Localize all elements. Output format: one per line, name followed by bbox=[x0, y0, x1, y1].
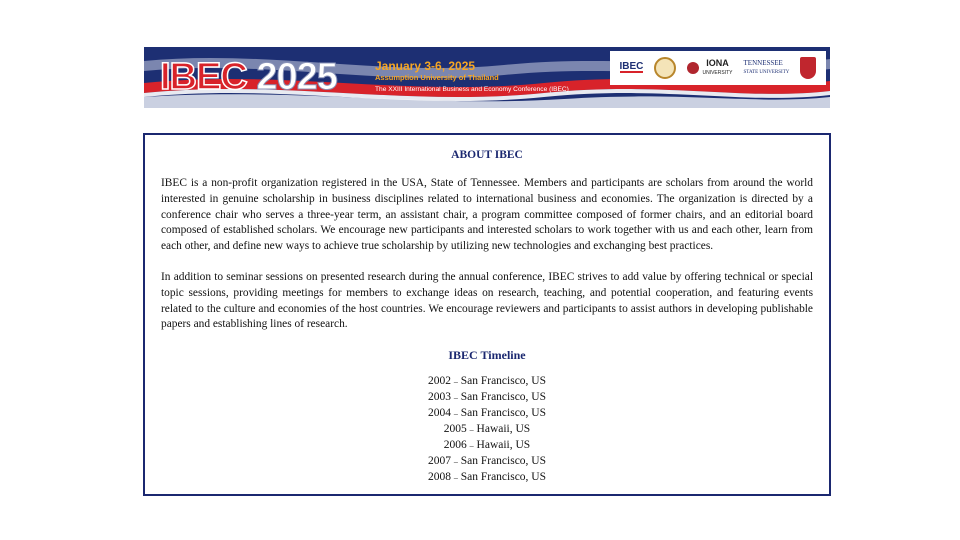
timeline-year: 2003 bbox=[427, 391, 451, 404]
ibec-logo: IBEC bbox=[619, 61, 644, 72]
timeline-year: 2005 bbox=[443, 422, 467, 435]
banner-venue: Assumption University of Thailand bbox=[375, 73, 499, 82]
timeline-separator: – bbox=[469, 440, 474, 450]
about-paragraph-1: IBEC is a non-profit organization registered in the USA, State of Tennessee. Members and participants are scholars from around the world interested in genuine scholarship in business disciplines related to international business and economies. The organization is directed by a conference chair who serves a three-year term, an assistant chair, a program committee composed of former chairs, and an editorial board composed of established scholars. We encourage new participants and interested scholars to work together with us and each other, learn from each other, and define new ways to achieve true scholarship by utilizing new technologies and exchanging best practices. bbox=[161, 177, 813, 253]
conference-banner bbox=[144, 47, 830, 108]
iona-logo-subtext: UNIVERSITY bbox=[702, 70, 733, 76]
timeline-separator: – bbox=[453, 456, 458, 466]
partner-logos bbox=[610, 51, 826, 85]
tennessee-logo-text: TENNESSEE bbox=[743, 59, 783, 67]
iona-mark-icon bbox=[687, 62, 699, 74]
iona-university-logo bbox=[687, 59, 732, 77]
banner-title-ibec: IBEC bbox=[160, 56, 247, 98]
timeline-separator: – bbox=[469, 424, 474, 434]
timeline-heading: IBEC Timeline bbox=[448, 348, 526, 363]
banner-conference-name: The XXIII International Business and Economy Conference (IBEC) bbox=[375, 86, 569, 93]
timeline-entry bbox=[161, 390, 813, 406]
timeline-separator: – bbox=[453, 408, 458, 418]
tennessee-logo-subtext: STATE UNIVERSITY bbox=[743, 70, 790, 75]
about-heading: ABOUT IBEC bbox=[451, 149, 523, 161]
banner-date: January 3-6, 2025 bbox=[375, 59, 476, 73]
timeline-year: 2007 bbox=[427, 454, 451, 467]
banner-title bbox=[160, 55, 337, 99]
timeline-entry bbox=[161, 422, 813, 438]
about-paragraph-2: In addition to seminar sessions on presented research during the annual conference, IBEC strives to add value by offering technical or special topic sessions, providing meetings for members to exchange ideas on research, teaching, and potential cooperation, and featuring events related to the culture and economies of the host countries. We encourage reviewers and participants to assist authors in developing publishable papers and establishing lines of research. bbox=[161, 270, 813, 331]
timeline-entry bbox=[161, 454, 813, 470]
banner-title-year: 2025 bbox=[256, 56, 337, 98]
iona-logo-text: IONA bbox=[706, 58, 729, 68]
timeline-entry bbox=[161, 470, 813, 486]
timeline-separator: – bbox=[453, 393, 458, 403]
about-section bbox=[143, 133, 831, 496]
timeline-place: Hawaii, US bbox=[476, 422, 531, 435]
timeline-place: San Francisco, US bbox=[460, 391, 547, 404]
msme-shield-icon bbox=[800, 57, 816, 79]
timeline-place: San Francisco, US bbox=[460, 454, 547, 467]
timeline-year: 2008 bbox=[427, 470, 451, 483]
timeline-place: San Francisco, US bbox=[460, 406, 547, 419]
timeline-list bbox=[161, 374, 813, 485]
timeline-place: San Francisco, US bbox=[460, 470, 547, 483]
timeline-year: 2002 bbox=[427, 375, 451, 388]
timeline-entry bbox=[161, 438, 813, 454]
timeline-year: 2004 bbox=[427, 406, 451, 419]
timeline-place: Hawaii, US bbox=[476, 438, 531, 451]
timeline-year: 2006 bbox=[443, 438, 467, 451]
timeline-separator: – bbox=[453, 472, 458, 482]
timeline-entry bbox=[161, 406, 813, 422]
timeline-separator: – bbox=[453, 377, 458, 387]
assumption-university-seal-icon bbox=[654, 57, 676, 79]
tennessee-state-logo bbox=[744, 59, 790, 77]
timeline-entry bbox=[161, 374, 813, 390]
timeline-place: San Francisco, US bbox=[460, 375, 547, 388]
